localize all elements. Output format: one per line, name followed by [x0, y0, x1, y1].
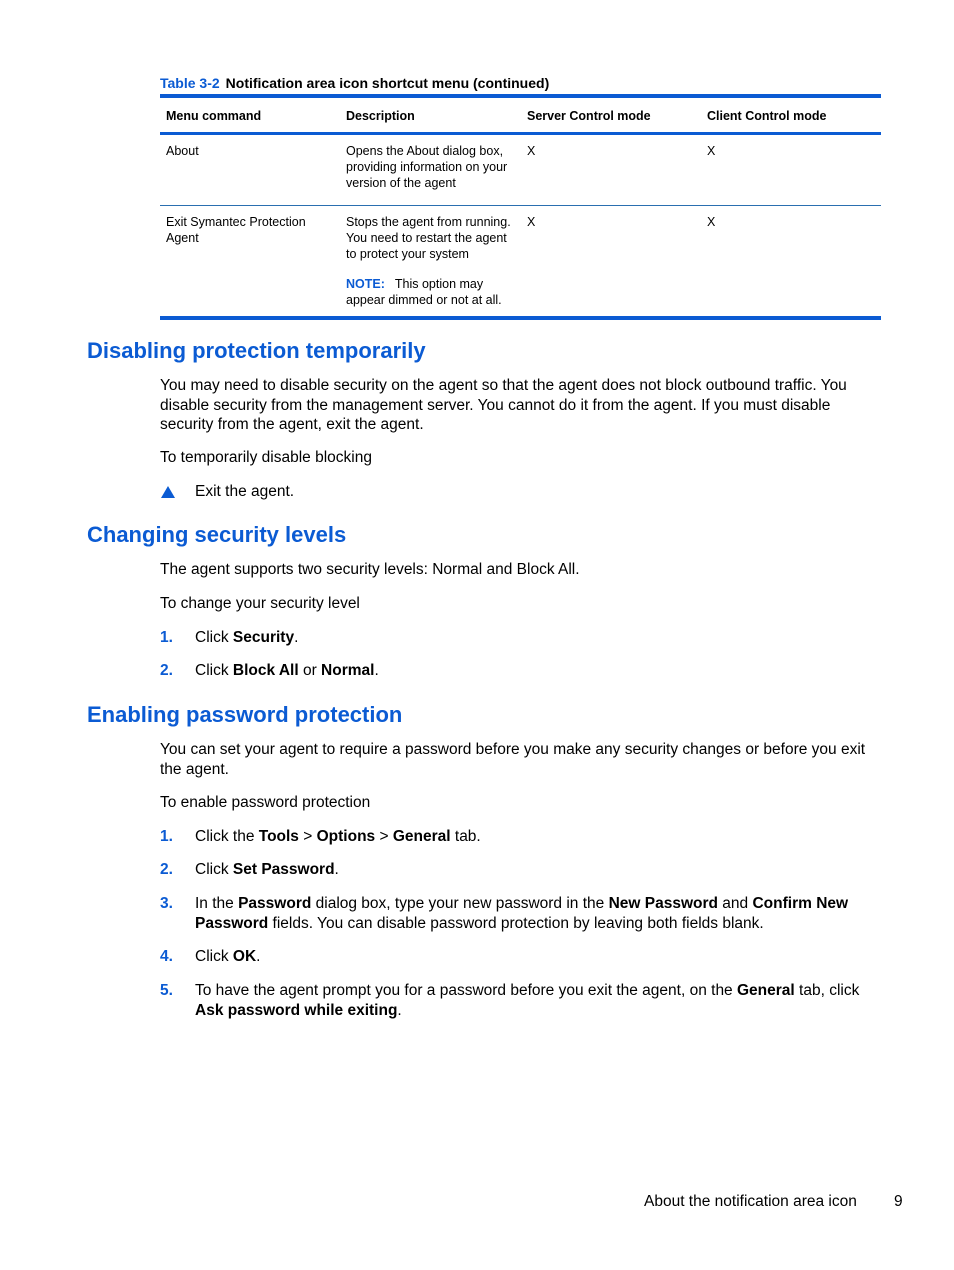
section2-intro: To change your security level [160, 595, 360, 612]
section-heading-changing-security-levels: Changing security levels [87, 522, 347, 547]
list-item [160, 827, 884, 847]
step-number: 1. [160, 629, 173, 646]
step-number: 2. [160, 662, 173, 679]
cell-description [340, 206, 521, 319]
cell-command: About [160, 134, 340, 206]
triangle-bullet-icon [161, 486, 175, 498]
page-number: 9 [894, 1193, 903, 1210]
section2-paragraph: The agent supports two security levels: Normal and Block All. [160, 561, 580, 578]
section-heading-enabling-password-protection: Enabling password protection [87, 702, 403, 727]
cell-command: Exit Symantec Protection Agent [160, 206, 340, 319]
section1-intro: To temporarily disable blocking [160, 449, 372, 466]
list-item [160, 482, 884, 502]
cell-client: X [701, 206, 881, 319]
table-number: Table 3-2 [160, 75, 220, 91]
step-text: Click Security. [195, 629, 299, 646]
step-number: 1. [160, 828, 173, 845]
step-text: Click OK. [195, 948, 261, 965]
step-text: Click Set Password. [195, 861, 339, 878]
section3-paragraph: You can set your agent to require a password before you make any security changes or before you exit the agent. [160, 741, 866, 778]
footer-section-title: About the notification area icon [644, 1193, 857, 1210]
header-description: Description [340, 96, 521, 134]
table-header-row [160, 96, 881, 134]
step-text: To have the agent prompt you for a password before you exit the agent, on the General tab, click Ask password while exiting. [195, 982, 860, 1019]
shortcut-menu-table [160, 94, 881, 320]
section-heading-disabling-protection: Disabling protection temporarily [87, 338, 426, 363]
header-menu-command: Menu command [160, 96, 340, 134]
list-item [160, 628, 884, 648]
list-item [160, 661, 884, 681]
cell-description: Opens the About dialog box, providing information on your version of the agent [340, 134, 521, 206]
note [346, 276, 515, 308]
note-text: This option may appear dimmed or not at all. [346, 277, 502, 307]
list-item [160, 894, 884, 933]
step-number: 4. [160, 948, 173, 965]
step-text: In the Password dialog box, type your new password in the New Password and Confirm New Password fields. You can disable password protection by leaving both fields blank. [195, 895, 849, 932]
step-number: 2. [160, 861, 173, 878]
list-item [160, 947, 884, 967]
step-text: Click the Tools > Options > General tab. [195, 828, 481, 845]
step-text: Click Block All or Normal. [195, 662, 379, 679]
section1-paragraph: You may need to disable security on the agent so that the agent does not block outbound traffic. You disable security from the management server. You cannot do it from the agent. If you must disable security from the agent, exit the agent. [160, 377, 847, 433]
table-title: Notification area icon shortcut menu (continued) [225, 75, 550, 91]
table-caption [160, 75, 549, 91]
description-text: Stops the agent from running. You need to restart the agent to protect your system [346, 215, 511, 261]
list-item [160, 981, 884, 1020]
step-text: Exit the agent. [195, 483, 295, 500]
header-server-control-mode: Server Control mode [521, 96, 701, 134]
step-number: 5. [160, 982, 173, 999]
step-number: 3. [160, 895, 173, 912]
header-client-control-mode: Client Control mode [701, 96, 881, 134]
table-row [160, 134, 881, 206]
list-item [160, 860, 884, 880]
cell-server: X [521, 134, 701, 206]
cell-server: X [521, 206, 701, 319]
note-label: NOTE: [346, 277, 385, 291]
section3-intro: To enable password protection [160, 794, 371, 811]
cell-client: X [701, 134, 881, 206]
table-row [160, 206, 881, 319]
